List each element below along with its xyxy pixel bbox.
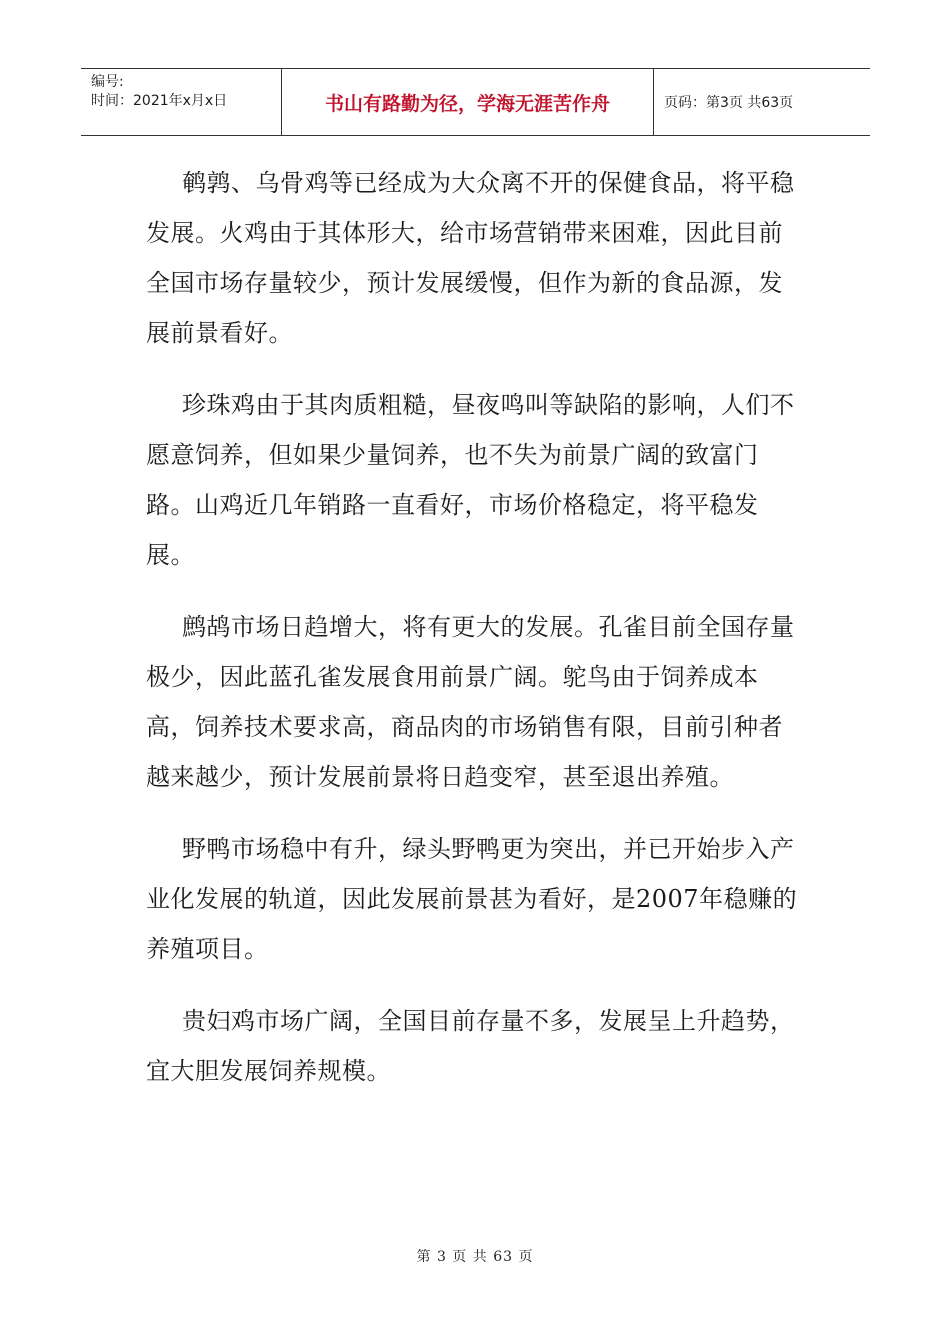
paragraph-3: 鹧鸪市场日趋增大，将有更大的发展。孔雀目前全国存量极少，因此蓝孔雀发展食用前景广阔。鸵鸟由于饲养成本高，饲养技术要求高，商品肉的市场销售有限，目前引种者越来越少，预计发展前景将日趋变窄，甚至退出养殖。	[146, 613, 795, 791]
header-page-info	[654, 69, 870, 135]
paragraph-2: 珍珠鸡由于其肉质粗糙，昼夜鸣叫等缺陷的影响，人们不愿意饲养，但如果少量饲养，也不失为前景广阔的致富门路。山鸡近几年销路一直看好，市场价格稳定，将平稳发展。	[146, 391, 795, 569]
header-meta	[81, 69, 282, 135]
page-footer	[0, 1246, 950, 1266]
paragraph-5: 贵妇鸡市场广阔，全国目前存量不多，发展呈上升趋势，宜大胆发展饲养规模。	[146, 1007, 795, 1085]
page-info-text: 页码：第3页 共63页	[664, 95, 794, 111]
time-label: 时间：2021年x月x日	[91, 93, 228, 109]
header-motto	[282, 69, 654, 135]
page-header	[81, 68, 870, 136]
footer-page-number: 第 3 页 共 63 页	[416, 1249, 534, 1265]
paragraph-4: 野鸭市场稳中有升，绿头野鸭更为突出，并已开始步入产业化发展的轨道，因此发展前景甚为看好，是2007年稳赚的养殖项目。	[146, 835, 798, 963]
document-body	[146, 158, 806, 1118]
paragraph-1: 鹌鹑、乌骨鸡等已经成为大众离不开的保健食品，将平稳发展。火鸡由于其体形大，给市场营销带来困难，因此目前全国市场存量较少，预计发展缓慢，但作为新的食品源，发展前景看好。	[146, 169, 795, 347]
motto-text: 书山有路勤为径，学海无涯苦作舟	[324, 92, 610, 115]
number-label: 编号:	[91, 74, 124, 90]
